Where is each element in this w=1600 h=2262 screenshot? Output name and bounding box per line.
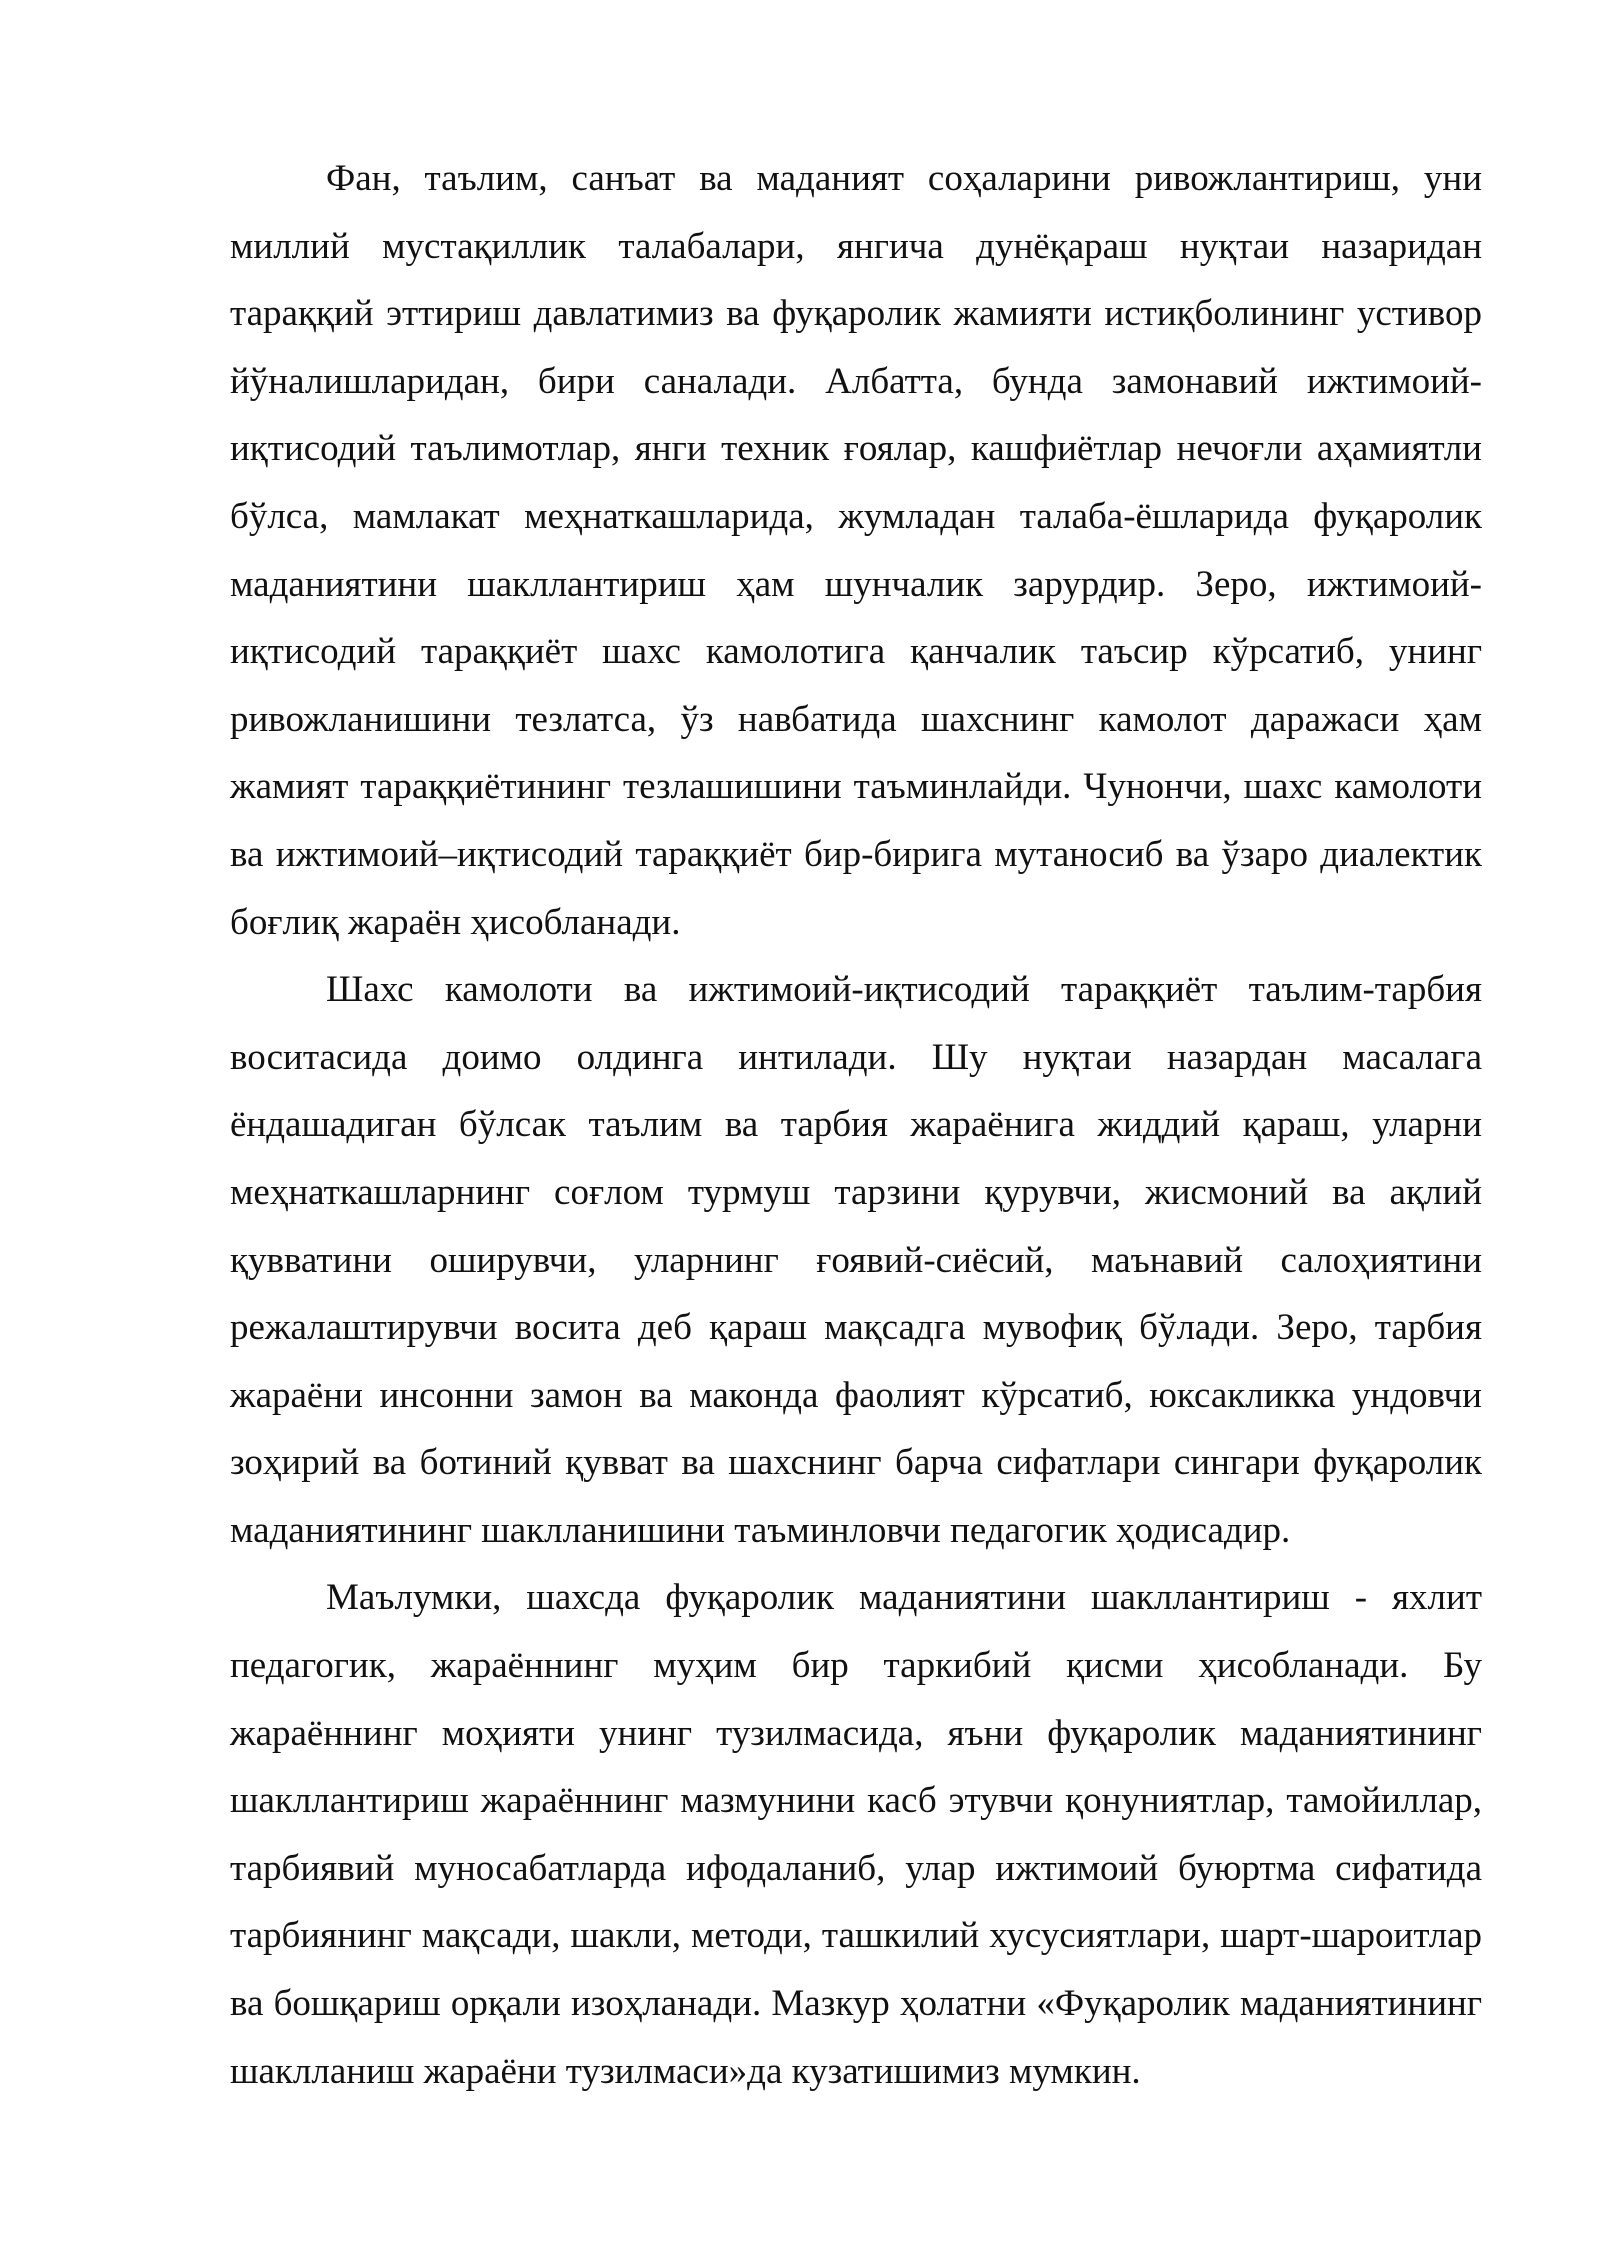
paragraph-2: Шахс камолоти ва ижтимоий-иқтисодий тараққиёт таълим-тарбия воситасида доимо олдинга интилади. Шу нуқтаи назардан масалага ёндашадиган бўлсак таълим ва тарбия жараёнига жиддий қараш, уларни меҳнаткашларнинг соғлом турмуш тарзини қурувчи, жисмоний ва ақлий қувватини оширувчи, уларнинг ғоявий-сиёсий, маънавий салоҳиятини режалаштирувчи восита деб қараш мақсадга мувофиқ бўлади. Зеро, тарбия жараёни инсонни замон ва маконда фаолият кўрсатиб, юксакликка ундовчи зоҳирий ва ботиний қувват ва шахснинг барча сифатлари сингари фуқаролик маданиятининг шаклланишини таъминловчи педагогик ҳодисадир. — [230, 969, 1482, 1551]
paragraph-1: Фан, таълим, санъат ва маданият соҳаларини ривожлантириш, уни миллий мустақиллик талабалари, янгича дунёқараш нуқтаи назаридан тараққий эттириш давлатимиз ва фуқаролик жамияти истиқболининг устивор йўналишларидан, бири саналади. Албатта, бунда замонавий ижтимоий-иқтисодий таълимотлар, янги техник ғоялар, кашфиётлар нечоғли аҳамиятли бўлса, мамлакат меҳнаткашларида, жумладан талаба-ёшларида фуқаролик маданиятини шакллантириш ҳам шунчалик зарурдир. Зеро, ижтимоий-иқтисодий тараққиёт шахс камолотига қанчалик таъсир кўрсатиб, унинг ривожланишини тезлатса, ўз навбатида шахснинг камолот даражаси ҳам жамият тараққиётининг тезлашишини таъминлайди. Чунончи, шахс камолоти ва ижтимоий–иқтисодий тараққиёт бир-бирига мутаносиб ва ўзаро диалектик боғлиқ жараён ҳисобланади. — [230, 158, 1482, 943]
paragraph-3: Маълумки, шахсда фуқаролик маданиятини шакллантириш - яхлит педагогик, жараённинг муҳим бир таркибий қисми ҳисобланади. Бу жараённинг моҳияти унинг тузилмасида, яъни фуқаролик маданиятининг шакллантириш жараённинг мазмунини касб этувчи қонуниятлар, тамойиллар, тарбиявий муносабатларда ифодаланиб, улар ижтимоий буюртма сифатида тарбиянинг мақсади, шакли, методи, ташкилий хусусиятлари, шарт-шароитлар ва бошқариш орқали изоҳланади. Мазкур ҳолатни «Фуқаролик маданиятининг шаклланиш жараёни тузилмаси»да кузатишимиз мумкин. — [230, 1577, 1482, 2092]
document-body — [230, 145, 1482, 2105]
